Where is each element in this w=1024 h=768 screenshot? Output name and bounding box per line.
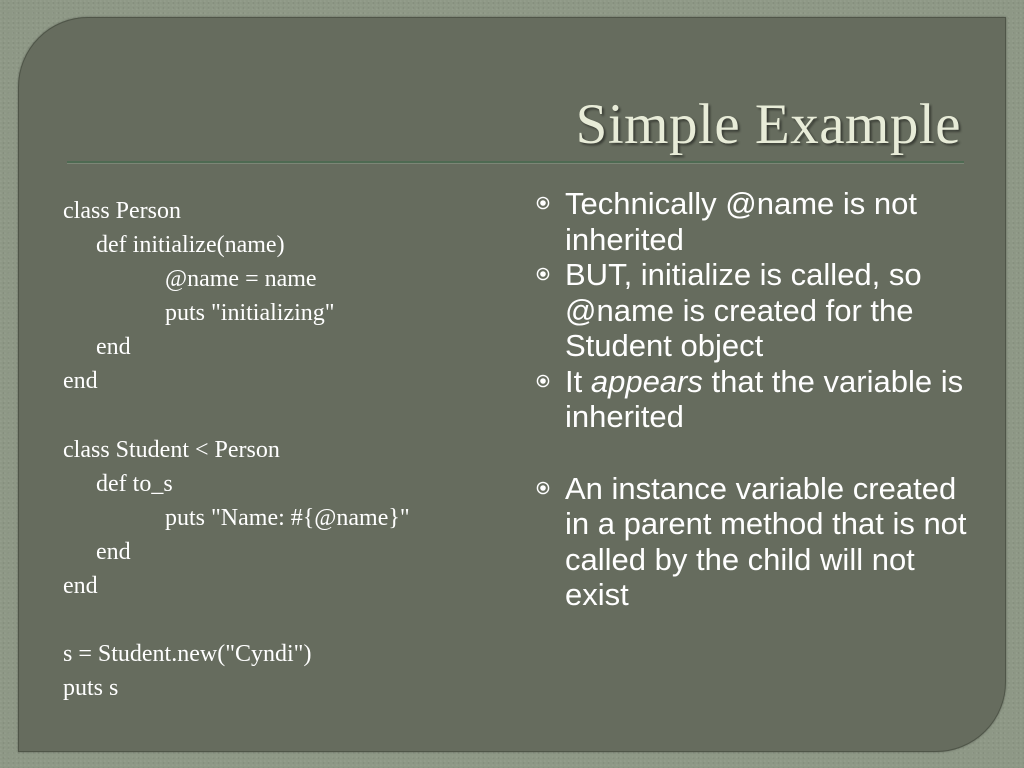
slide-panel bbox=[18, 17, 1006, 752]
circled-dot-bullet-icon bbox=[536, 374, 550, 388]
bullet-text: BUT, initialize is called, so @name is created for the Student object bbox=[565, 257, 922, 363]
code-line: def to_s bbox=[96, 470, 173, 497]
bullet-item bbox=[533, 186, 973, 257]
bullet-text: An instance variable created in a parent method that is not called by the child will not exist bbox=[565, 470, 967, 612]
code-line bbox=[63, 603, 503, 637]
bullet-list bbox=[533, 186, 973, 613]
code-line: puts "initializing" bbox=[165, 300, 335, 327]
code-line bbox=[63, 399, 503, 433]
bullet-text-after: that the variable is inherited bbox=[565, 363, 964, 434]
code-line: puts s bbox=[63, 675, 119, 702]
code-line: class Student < Person bbox=[63, 436, 280, 463]
code-line: s = Student.new("Cyndi") bbox=[63, 641, 312, 668]
code-sample bbox=[63, 194, 503, 705]
code-line: @name = name bbox=[165, 266, 317, 293]
code-line: end bbox=[63, 368, 98, 395]
bullet-item bbox=[533, 257, 973, 364]
code-line: def initialize(name) bbox=[96, 232, 285, 259]
bullet-text-before: It bbox=[565, 363, 591, 399]
slide-title: Simple Example bbox=[575, 93, 961, 156]
code-line: end bbox=[96, 538, 131, 565]
bullet-text: Technically @name is not inherited bbox=[565, 186, 917, 257]
bullet-item bbox=[533, 471, 973, 613]
bullet-item bbox=[533, 364, 973, 435]
circled-dot-bullet-icon bbox=[536, 481, 550, 495]
code-line: end bbox=[63, 573, 98, 600]
code-line: end bbox=[96, 334, 131, 361]
bullet-emphasis: appears bbox=[590, 363, 703, 399]
circled-dot-bullet-icon bbox=[536, 196, 550, 210]
title-divider bbox=[67, 161, 964, 164]
circled-dot-bullet-icon bbox=[536, 267, 550, 281]
code-line: class Person bbox=[63, 198, 181, 224]
code-line: puts "Name: #{@name}" bbox=[165, 504, 410, 531]
